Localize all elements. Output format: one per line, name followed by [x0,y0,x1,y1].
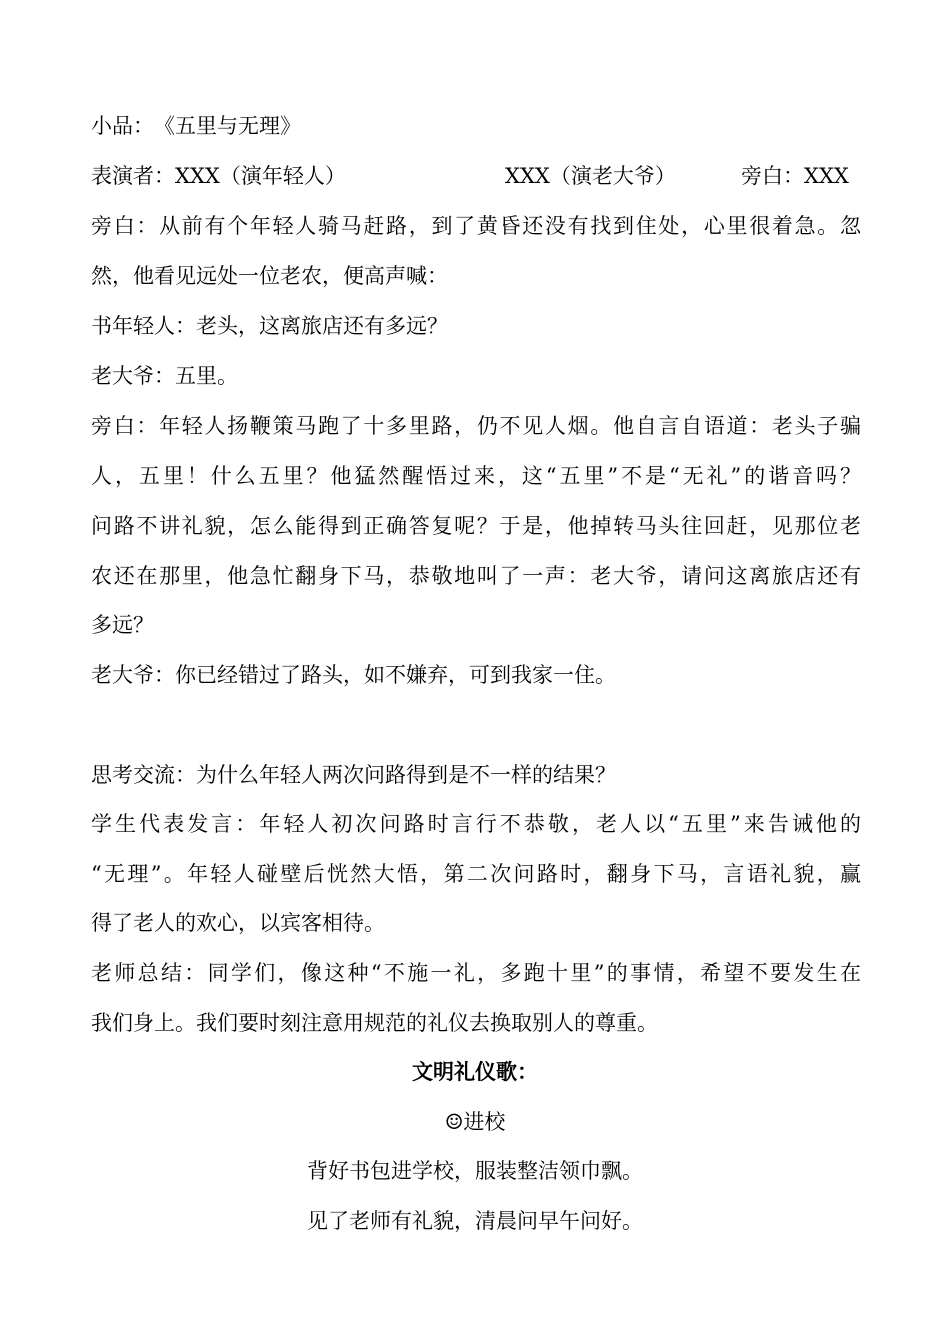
skit-title: 小品： 《五里与无理》 [91,114,301,138]
narration-2-line-5: 多远？ [91,613,154,637]
performer-old-man: XXX（演老大爷） [505,164,676,188]
song-heading: 文明礼仪歌： [412,1059,538,1084]
old-man-answer: 老大爷：五里。 [91,364,238,388]
narration-1-line-1: 旁白：从前有个年轻人骑马赶路，到了黄昏还没有找到住处，心里很着急。忽 [91,214,861,238]
narrator-credit: 旁白：XXX [741,164,849,188]
old-man-reply: 老大爷：你已经错过了路头，如不嫌弃，可到我家一住。 [91,663,616,687]
cast-line [91,161,861,191]
young-man-question: 书年轻人：老头，这离旅店还有多远？ [91,314,448,338]
student-speech-line-2: “无理”。年轻人碰壁后恍然大悟，第二次问路时，翻身下马，言语礼貌，赢 [91,862,861,886]
narration-2-line-3: 问路不讲礼貌，怎么能得到正确答复呢？于是，他掉转马头往回赶，见那位老 [91,514,861,538]
teacher-summary-line-2: 我们身上。我们要时刻注意用规范的礼仪去换取别人的尊重。 [91,1011,658,1035]
narration-2-line-4: 农还在那里，他急忙翻身下马，恭敬地叫了一声：老大爷，请问这离旅店还有 [91,564,861,588]
song-line-1: 背好书包进学校，服装整洁领巾飘。 [307,1159,643,1183]
performer-young-man: 表演者：XXX（演年轻人） [91,164,346,188]
discussion-question: 思考交流：为什么年轻人两次问路得到是不一样的结果？ [91,763,616,787]
student-speech-line-1: 学生代表发言：年轻人初次问路时言行不恭敬，老人以“五里”来告诫他的 [91,812,861,836]
teacher-summary-line-1: 老师总结：同学们，像这种“不施一礼，多跑十里”的事情，希望不要发生在 [91,961,861,985]
student-speech-line-3: 得了老人的欢心，以宾客相待。 [91,911,385,935]
song-section-title: ☺进校 [444,1110,506,1134]
narration-1-line-2: 然，他看见远处一位老农，便高声喊： [91,264,448,288]
narration-2-line-1: 旁白：年轻人扬鞭策马跑了十多里路，仍不见人烟。他自言自语道：老头子骗 [91,414,861,438]
song-line-2: 见了老师有礼貌，清晨问早午问好。 [307,1209,643,1233]
narration-2-line-2: 人，五里！什么五里？他猛然醒悟过来，这“五里”不是“无礼”的谐音吗？ [91,464,861,488]
